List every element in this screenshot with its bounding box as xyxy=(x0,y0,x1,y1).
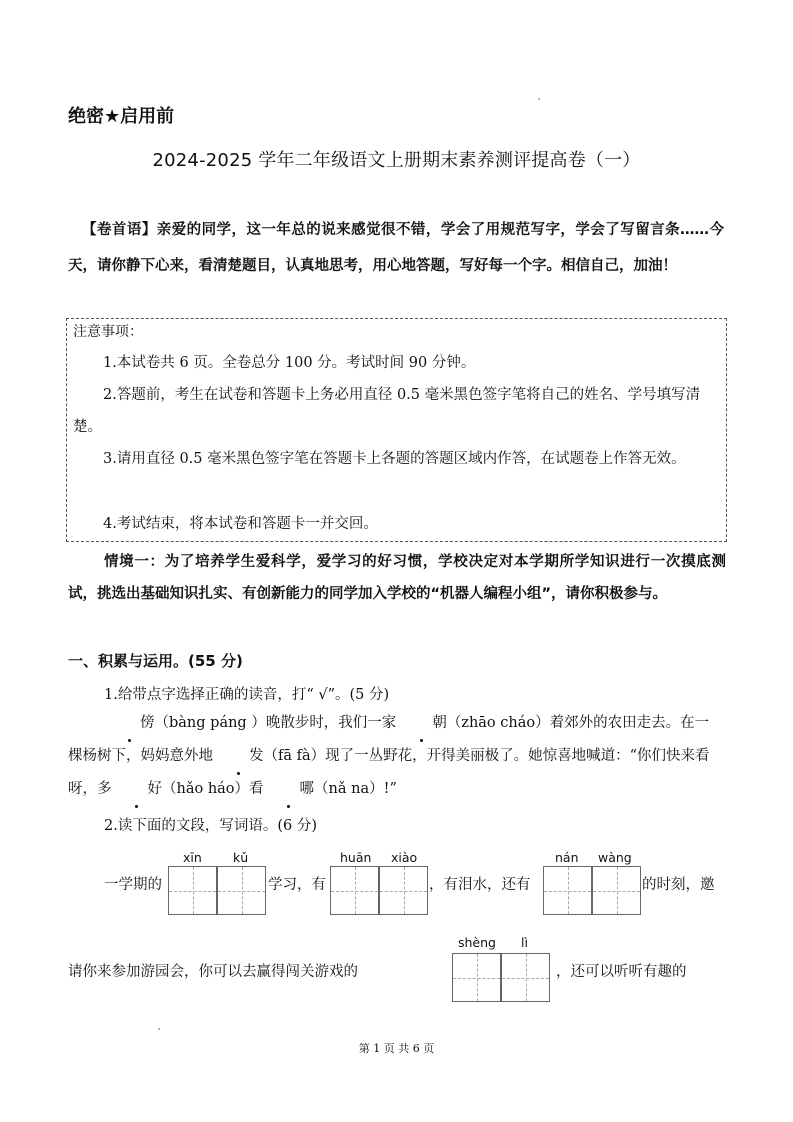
pinyin-label: lì xyxy=(521,935,528,950)
confidential-label: 绝密★启用前 xyxy=(68,106,175,127)
writing-box[interactable] xyxy=(330,866,379,915)
writing-box[interactable] xyxy=(379,866,428,915)
fill-text: ，有泪水，还有 xyxy=(429,877,531,893)
notice-item-4: 4.考试结束，将本试卷和答题卡一并交回。 xyxy=(103,516,378,532)
pinyin-label: shèng xyxy=(458,935,496,950)
fill-text: ，还可以听听有趣的 xyxy=(556,964,687,980)
notice-item-1: 1.本试卷共 6 页。全卷总分 100 分。考试时间 90 分钟。 xyxy=(103,355,476,371)
scan-speck xyxy=(538,98,540,100)
fill-text: 请你来参加游园会，你可以去赢得闯关游戏的 xyxy=(68,964,358,980)
notice-item-3: 3.请用直径 0.5 毫米黑色签字笔在答题卡上各题的答题区域内作答，在试题卷上作答无效。 xyxy=(103,451,686,467)
preface-text: 【卷首语】亲爱的同学，这一年总的说来感觉很不错，学会了用规范写字，学会了写留言条……今天，请你静下心来，看清楚题目，认真地思考，用心地答题，写好每一个字。相信自己，加油！ xyxy=(68,222,724,274)
notice-box xyxy=(66,318,727,542)
dotted-char: 好 xyxy=(112,773,163,806)
pinyin-label: kǔ xyxy=(233,850,249,865)
dotted-char: 发 xyxy=(213,740,264,773)
scan-speck xyxy=(158,1028,160,1030)
fill-text: 学习，有 xyxy=(268,877,326,893)
section-heading: 一、积累与运用。(55 分) xyxy=(68,652,243,670)
page-title: 2024-2025 学年二年级语文上册期末素养测评提高卷（一） xyxy=(152,150,641,171)
page-footer: 第 1 页 共 6 页 xyxy=(358,1042,435,1055)
pinyin-label: huān xyxy=(340,850,372,865)
fill-text: 一学期的 xyxy=(104,877,162,893)
writing-box[interactable] xyxy=(592,866,641,915)
notice-item-2: 2.答题前，考生在试卷和答题卡上务必用直径 0.5 毫米黑色签字笔将自己的姓名、学号填写清楚。 xyxy=(73,387,701,435)
writing-box[interactable] xyxy=(543,866,592,915)
dotted-char: 傍 xyxy=(104,707,155,740)
writing-box[interactable] xyxy=(501,953,550,1002)
passage-text: （nǎ na）!” xyxy=(314,781,397,797)
dotted-char: 哪 xyxy=(264,773,315,806)
question-2-prompt: 2.读下面的文段，写词语。(6 分) xyxy=(104,818,317,834)
pinyin-label: xīn xyxy=(183,850,202,865)
writing-box[interactable] xyxy=(452,953,501,1002)
pinyin-label: wàng xyxy=(598,850,632,865)
question-1-passage xyxy=(68,707,722,806)
fill-text: 的时刻，邀 xyxy=(642,877,715,893)
pinyin-label: nán xyxy=(555,850,579,865)
writing-box[interactable] xyxy=(217,866,266,915)
dotted-char: 朝 xyxy=(396,707,447,740)
passage-text: （fā fà）现了一丛野花，开得美丽极了。她惊喜地喊道：“你们快来看呀，多 xyxy=(68,748,710,797)
passage-text: （hǎo háo）看 xyxy=(162,781,264,797)
writing-box[interactable] xyxy=(168,866,217,915)
notice-title: 注意事项： xyxy=(73,324,143,340)
scenario-text: 情境一：为了培养学生爱科学，爱学习的好习惯，学校决定对本学期所学知识进行一次摸底测试，挑选出基础知识扎实、有创新能力的同学加入学校的“机器人编程小组”，请你积极参与。 xyxy=(68,554,726,602)
passage-text: （zhāo cháo）着郊外的农田走去。在一棵杨树下，妈妈意外地 xyxy=(68,715,710,764)
pinyin-label: xiào xyxy=(391,850,418,865)
passage-text: （bàng páng ）晚散步时，我们一家 xyxy=(154,715,397,731)
question-1-prompt: 1.给带点字选择正确的读音，打“ √”。(5 分) xyxy=(104,687,390,703)
